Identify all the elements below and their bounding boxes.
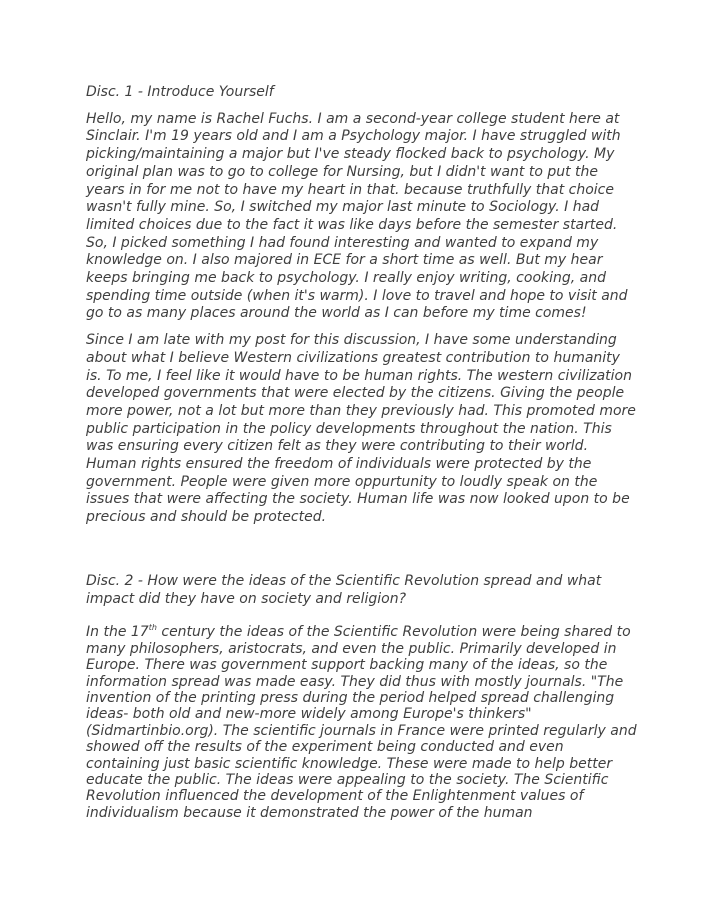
disc1-paragraph-1: Hello, my name is Rachel Fuchs. I am a second-year college student here at Sinclair. I'm 19 years old and I am a Psychology major. I have struggled with picking/maintaining a major but I've steady flocked back to psychology. My original plan was to go to college for Nursing, but I didn't want to put the years in for me not to have my heart in that. because truthfully that choice wasn't fully mine. So, I switched my major last minute to Sociology. I had limited choices due to the fact it was like days before the semester started. So, I picked something I had found interesting and wanted to expand my knowledge on. I also majored in ECE for a short time as well. But my hear keeps bringing me back to psychology. I really enjoy writing, cooking, and spending time outside (when it's warm). I love to travel and hope to visit and go to as many places around the world as I can before my time comes! <box>86 110 628 322</box>
disc2-title: Disc. 2 - How were the ideas of the Scientific Revolution spread and what impact did they have on society and religion? <box>86 572 602 607</box>
disc2-paragraph-lead: In the 17 <box>86 624 149 641</box>
disc1-paragraph-2: Since I am late with my post for this discussion, I have some understanding about what I believe Western civilizations greatest contribution to humanity is. To me, I feel like it would have to be human rights. The western civilization developed governments that were elected by the citizens. Giving the people more power, not a lot but more than they previously had. This promoted more public participation in the policy developments throughout the nation. This was ensuring every citizen felt as they were contributing to their world. Human rights ensured the freedom of individuals were protected by the government. People were given more oppurtunity to loudly speak on the issues that were affecting the society. Human life was now looked upon to be precious and should be protected. <box>86 332 636 526</box>
document-content <box>86 84 638 821</box>
disc2-paragraph <box>86 624 638 821</box>
disc1-title: Disc. 1 - Introduce Yourself <box>86 84 274 100</box>
ordinal-superscript: th <box>148 623 157 633</box>
disc2-paragraph-rest: century the ideas of the Scientific Revolution were being shared to many philosophers, aristocrats, and even the public. Primarily developed in Europe. There was government support backing many of the ideas, so the information spread was made easy. They did thus with mostly journals. "The invention of the printing press during the period helped spread challenging ideas- both old and new-more widely among Europe's thinkers" (Sidmartinbio.org). The scientific journals in France were printed regularly and showed off the results of the experiment being conducted and even containing just basic scientific knowledge. These were made to help better educate the public. The ideas were appealing to the society. The Scientific Revolution influenced the development of the Enlightenment values of individualism because it demonstrated the power of the human <box>86 624 637 821</box>
